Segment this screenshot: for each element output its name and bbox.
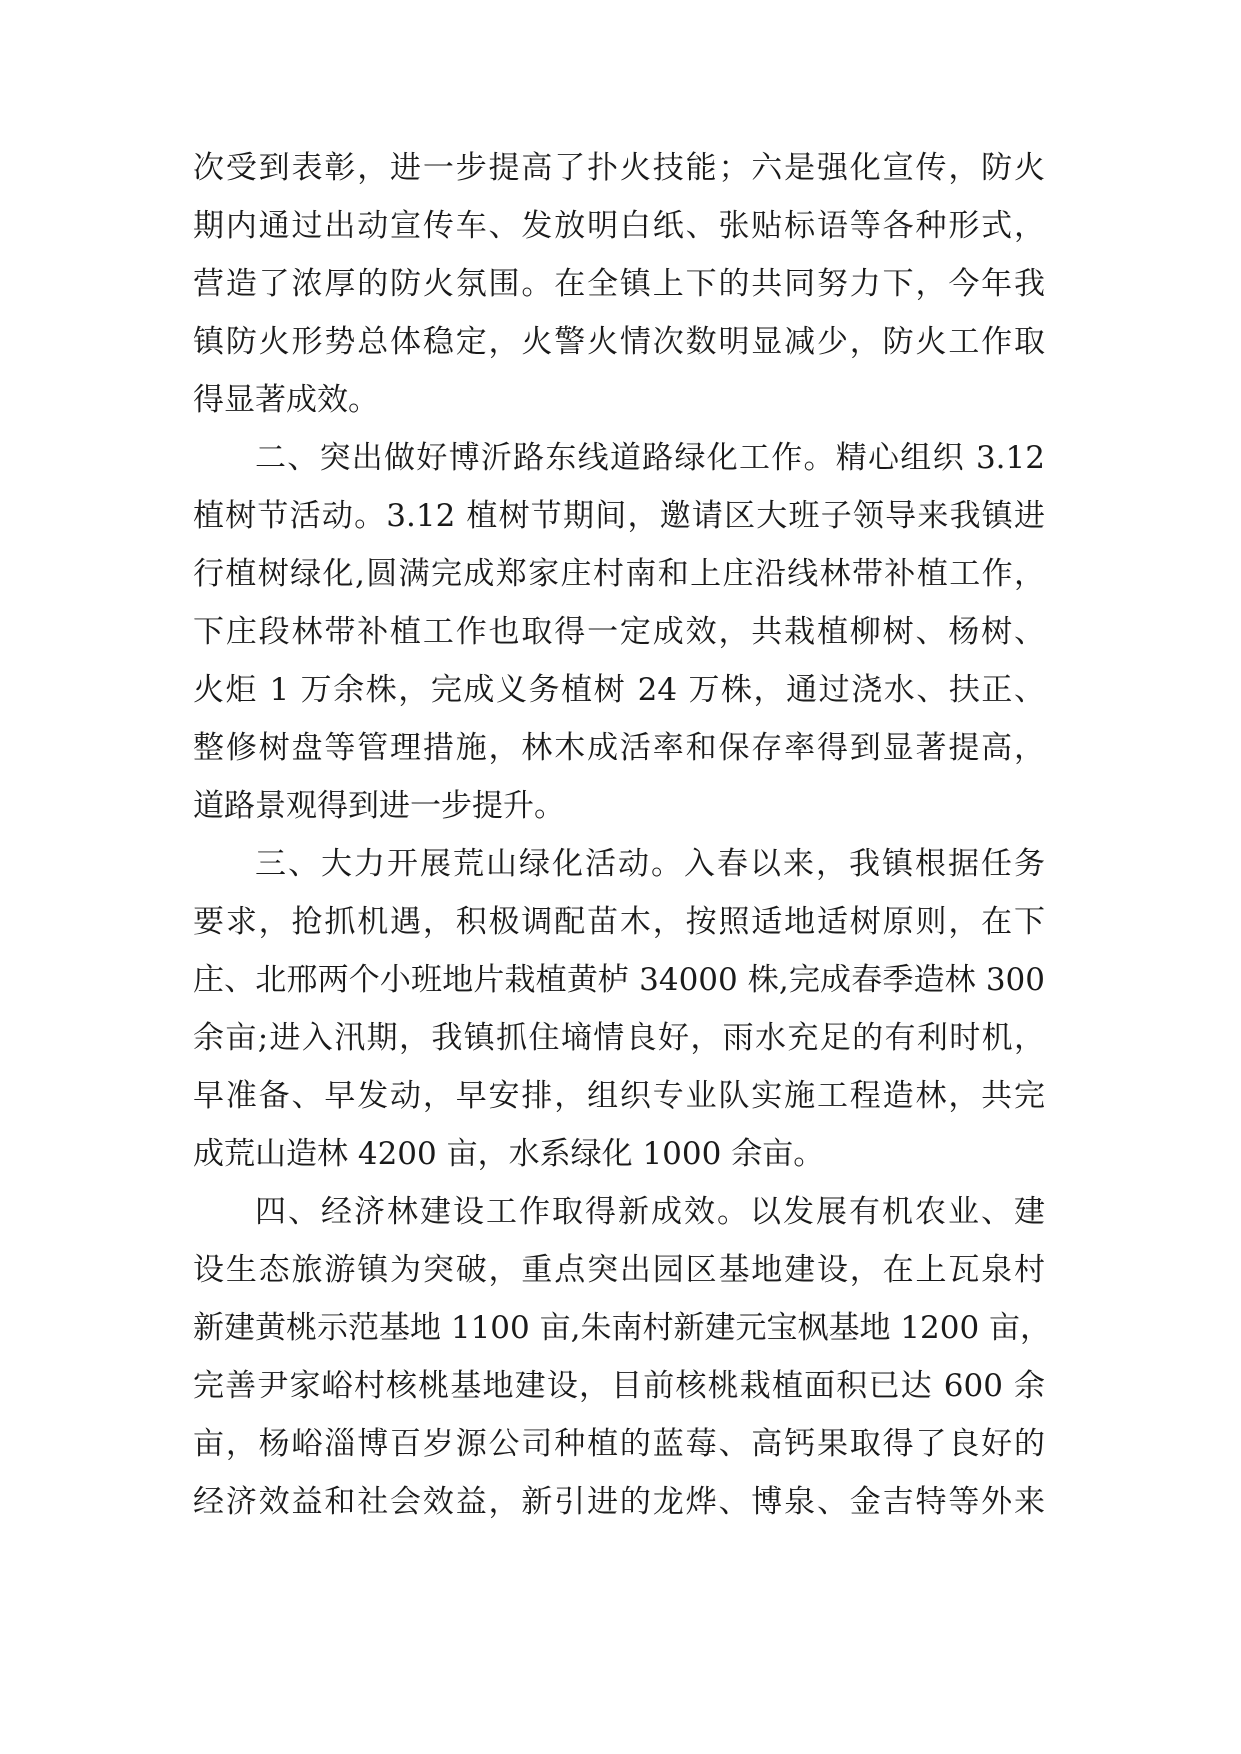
text-line: 营造了浓厚的防火氛围。在全镇上下的共同努力下，今年我 <box>193 266 1045 302</box>
text-line: 经济效益和社会效益，新引进的龙烨、博泉、金吉特等外来 <box>193 1484 1045 1520</box>
paragraph-heading-line: 四、经济林建设工作取得新成效。以发展有机农业、建 <box>255 1194 1045 1230</box>
text-line: 镇防火形势总体稳定，火警火情次数明显减少，防火工作取 <box>193 324 1045 360</box>
text-line: 庄、北邢两个小班地片栽植黄栌 34000 株,完成春季造林 300 <box>193 962 1045 998</box>
text-line: 新建黄桃示范基地 1100 亩,朱南村新建元宝枫基地 1200 亩， <box>193 1310 1052 1346</box>
text-line: 植树节活动。3.12 植树节期间，邀请区大班子领导来我镇进 <box>193 498 1045 534</box>
paragraph-heading-line: 二、突出做好博沂路东线道路绿化工作。精心组织 3.12 <box>255 440 1045 476</box>
paragraph-heading-line: 三、大力开展荒山绿化活动。入春以来，我镇根据任务 <box>255 846 1045 882</box>
text-line: 行植树绿化,圆满完成郑家庄村南和上庄沿线林带补植工作， <box>193 556 1045 592</box>
text-line: 完善尹家峪村核桃基地建设，目前核桃栽植面积已达 600 余 <box>193 1368 1045 1404</box>
text-line: 道路景观得到进一步提升。 <box>193 788 565 824</box>
text-line: 期内通过出动宣传车、发放明白纸、张贴标语等各种形式， <box>193 208 1045 244</box>
text-line: 整修树盘等管理措施，林木成活率和保存率得到显著提高， <box>193 730 1045 766</box>
text-line: 得显著成效。 <box>193 382 379 418</box>
text-line: 亩，杨峪淄博百岁源公司种植的蓝莓、高钙果取得了良好的 <box>193 1426 1045 1462</box>
text-line: 下庄段林带补植工作也取得一定成效，共栽植柳树、杨树、 <box>193 614 1045 650</box>
text-line: 火炬 1 万余株，完成义务植树 24 万株，通过浇水、扶正、 <box>193 672 1045 708</box>
text-line: 早准备、早发动，早安排，组织专业队实施工程造林，共完 <box>193 1078 1045 1114</box>
text-line: 设生态旅游镇为突破，重点突出园区基地建设，在上瓦泉村 <box>193 1252 1045 1288</box>
text-line: 次受到表彰，进一步提高了扑火技能；六是强化宣传，防火 <box>193 150 1045 186</box>
text-line: 余亩;进入汛期，我镇抓住墒情良好，雨水充足的有利时机， <box>193 1020 1045 1056</box>
text-line: 成荒山造林 4200 亩，水系绿化 1000 余亩。 <box>193 1136 825 1172</box>
text-line: 要求，抢抓机遇，积极调配苗木，按照适地适树原则，在下 <box>193 904 1045 940</box>
